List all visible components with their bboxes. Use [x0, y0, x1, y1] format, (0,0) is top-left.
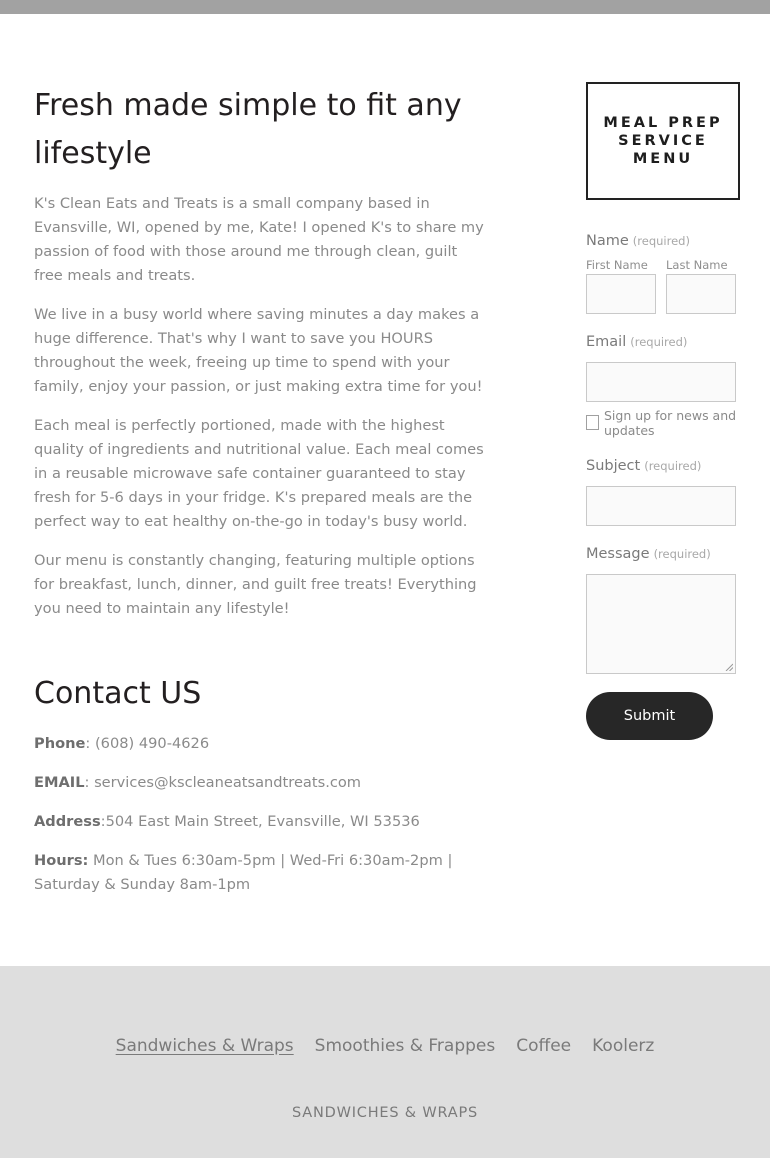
- footer-nav-coffee[interactable]: Coffee: [516, 1036, 572, 1056]
- footer-nav: [0, 1036, 770, 1056]
- top-bar: [0, 0, 770, 14]
- footer: [0, 966, 770, 1158]
- first-name-input[interactable]: [586, 274, 656, 314]
- footer-nav-sandwiches-wraps[interactable]: Sandwiches & Wraps: [115, 1036, 294, 1056]
- intro-paragraph: We live in a busy world where saving minutes a day makes a huge difference. That's why I want to save you HOURS throughout the week, freeing up time to spend with your family, enjoy your passion, or just making extra time for you!: [34, 306, 483, 395]
- subject-required: (required): [644, 459, 702, 473]
- message-required: (required): [653, 547, 711, 561]
- email-input[interactable]: [586, 362, 736, 402]
- footer-nav-koolerz[interactable]: Koolerz: [592, 1036, 655, 1056]
- message-label: Message (required): [586, 546, 711, 562]
- last-name-label: Last Name: [666, 258, 728, 272]
- subject-input[interactable]: [586, 486, 736, 526]
- contact-phone: [34, 732, 484, 756]
- hours-value: Mon & Tues 6:30am-5pm | Wed-Fri 6:30am-2pm | Saturday & Sunday 8am-1pm: [34, 852, 453, 893]
- contact-title: Contact US: [34, 676, 202, 711]
- email-required: (required): [630, 335, 688, 349]
- hours-label: Hours:: [34, 852, 89, 869]
- email-label: EMAIL: [34, 774, 85, 791]
- email-label: Email (required): [586, 334, 688, 350]
- footer-nav-smoothies-frappes[interactable]: Smoothies & Frappes: [314, 1036, 496, 1056]
- message-textarea[interactable]: [586, 574, 736, 674]
- last-name-input[interactable]: [666, 274, 736, 314]
- meal-prep-menu-button[interactable]: [586, 82, 740, 200]
- resize-handle-icon[interactable]: [725, 663, 733, 671]
- signup-checkbox[interactable]: [586, 415, 599, 430]
- contact-hours: [34, 849, 484, 897]
- submit-label: Submit: [623, 708, 676, 724]
- page-headline: Fresh made simple to fit any lifestyle: [34, 88, 462, 171]
- contact-address: [34, 810, 484, 834]
- submit-button[interactable]: [586, 692, 713, 740]
- name-required: (required): [632, 234, 690, 248]
- intro-paragraph: K's Clean Eats and Treats is a small company based in Evansville, WI, opened by me, Kate! I opened K's to share my passion of food with those around me through clean, guilt free meals and treats.: [34, 195, 484, 284]
- address-label: Address: [34, 813, 101, 830]
- phone-value: : (608) 490-4626: [85, 735, 210, 752]
- intro-paragraph: Each meal is perfectly portioned, made with the highest quality of ingredients and nutritional value. Each meal comes in a reusable microwave safe container guaranteed to stay fresh for 5-6 days in your fridge. K's prepared meals are the perfect way to eat healthy on-the-go in today's busy world.: [34, 417, 484, 530]
- name-label: Name (required): [586, 233, 690, 249]
- signup-label: Sign up for news and updates: [604, 408, 737, 438]
- phone-label: Phone: [34, 735, 86, 752]
- footer-section-title: SANDWICHES & WRAPS: [291, 1105, 479, 1121]
- first-name-label: First Name: [586, 258, 648, 272]
- contact-email: [34, 771, 484, 795]
- subject-label: Subject (required): [586, 458, 702, 474]
- email-value: : services@kscleaneatsandtreats.com: [84, 774, 362, 791]
- address-value: :504 East Main Street, Evansville, WI 53536: [100, 813, 420, 830]
- meal-prep-menu-label: MEAL PREP SERVICE MENU: [603, 115, 723, 167]
- intro-paragraph: Our menu is constantly changing, featuring multiple options for breakfast, lunch, dinner, and guilt free treats! Everything you need to maintain any lifestyle!: [34, 552, 477, 617]
